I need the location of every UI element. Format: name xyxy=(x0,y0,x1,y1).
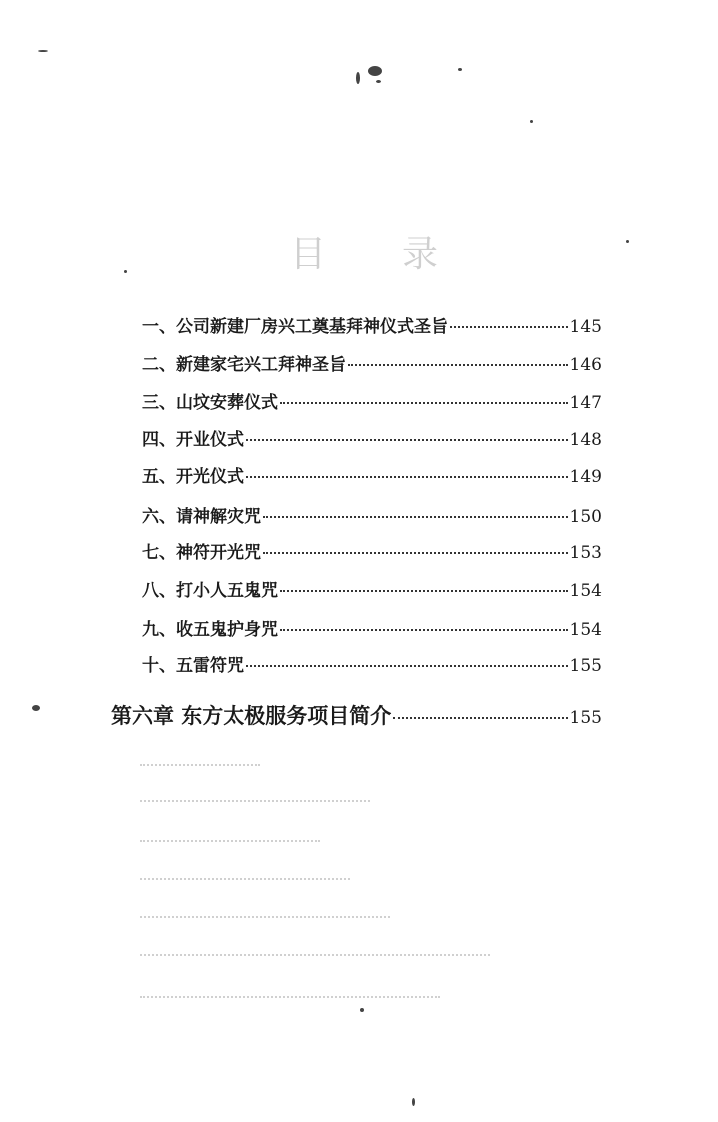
bleed-through-line xyxy=(140,800,370,802)
leader-dots xyxy=(348,364,568,366)
toc-entry-label: 一、公司新建厂房兴工奠基拜神仪式圣旨 xyxy=(142,317,448,337)
toc-entry[interactable] xyxy=(142,542,602,564)
leader-dots xyxy=(450,326,568,328)
leader-dots xyxy=(246,665,568,667)
toc-entry-page: 148 xyxy=(569,430,602,450)
toc-entry[interactable] xyxy=(142,392,602,414)
toc-title-char: 录 xyxy=(401,234,440,275)
scan-speck xyxy=(626,240,629,243)
toc-entry-page: 149 xyxy=(569,467,602,487)
bleed-through-line xyxy=(140,916,390,918)
toc-entry[interactable] xyxy=(142,316,602,338)
toc-entry-page: 145 xyxy=(569,317,602,337)
toc-entry[interactable] xyxy=(142,466,602,488)
toc-entry-page: 153 xyxy=(569,543,602,563)
leader-dots xyxy=(280,629,568,631)
toc-entry-page: 154 xyxy=(569,620,602,640)
bleed-through-line xyxy=(140,764,260,766)
bleed-through-line xyxy=(140,878,350,880)
leader-dots xyxy=(263,516,568,518)
scan-speck xyxy=(458,68,462,71)
toc-title-char: 目 xyxy=(290,234,329,275)
toc-entry[interactable] xyxy=(142,429,602,451)
toc-entry-page: 154 xyxy=(569,581,602,601)
toc-entry[interactable] xyxy=(142,580,602,602)
toc-entry-page: 146 xyxy=(569,355,602,375)
toc-entry[interactable] xyxy=(142,619,602,641)
toc-entry-label: 十、五雷符咒 xyxy=(142,656,244,676)
toc-entry[interactable] xyxy=(142,655,602,677)
toc-entry-label: 三、山坟安葬仪式 xyxy=(142,393,278,413)
scan-speck xyxy=(376,80,381,83)
toc-entry[interactable] xyxy=(142,354,602,376)
bleed-through-line xyxy=(140,996,440,998)
toc-entry-label: 五、开光仪式 xyxy=(142,467,244,487)
scan-speck xyxy=(356,72,360,84)
toc-entry-page: 150 xyxy=(569,507,602,527)
toc-chapter-label: 第六章 东方太极服务项目简介 xyxy=(111,704,392,728)
toc-entry-label: 七、神符开光咒 xyxy=(142,543,261,563)
leader-dots xyxy=(246,476,568,478)
toc-entry-page: 155 xyxy=(569,656,602,676)
scan-speck xyxy=(38,50,48,52)
toc-entry-label: 九、收五鬼护身咒 xyxy=(142,620,278,640)
scan-speck xyxy=(32,705,40,711)
toc-entry-label: 四、开业仪式 xyxy=(142,430,244,450)
bleed-through-line xyxy=(140,840,320,842)
toc-entry-label: 六、请神解灾咒 xyxy=(142,507,261,527)
toc-entry-label: 八、打小人五鬼咒 xyxy=(142,581,278,601)
toc-title xyxy=(290,226,440,277)
toc-entry[interactable] xyxy=(142,506,602,528)
toc-chapter-entry[interactable] xyxy=(111,703,602,731)
leader-dots xyxy=(280,590,568,592)
toc-entry-label: 二、新建家宅兴工拜神圣旨 xyxy=(142,355,346,375)
leader-dots xyxy=(246,439,568,441)
scan-speck xyxy=(530,120,533,123)
bleed-through-line xyxy=(140,954,490,956)
toc-entry-page: 147 xyxy=(569,393,602,413)
scan-speck xyxy=(360,1008,364,1012)
toc-chapter-page: 155 xyxy=(569,708,602,728)
scan-speck xyxy=(124,270,127,273)
scan-speck xyxy=(412,1098,415,1106)
leader-dots xyxy=(263,552,568,554)
scan-speck xyxy=(368,66,382,76)
leader-dots xyxy=(280,402,568,404)
leader-dots xyxy=(393,717,567,719)
